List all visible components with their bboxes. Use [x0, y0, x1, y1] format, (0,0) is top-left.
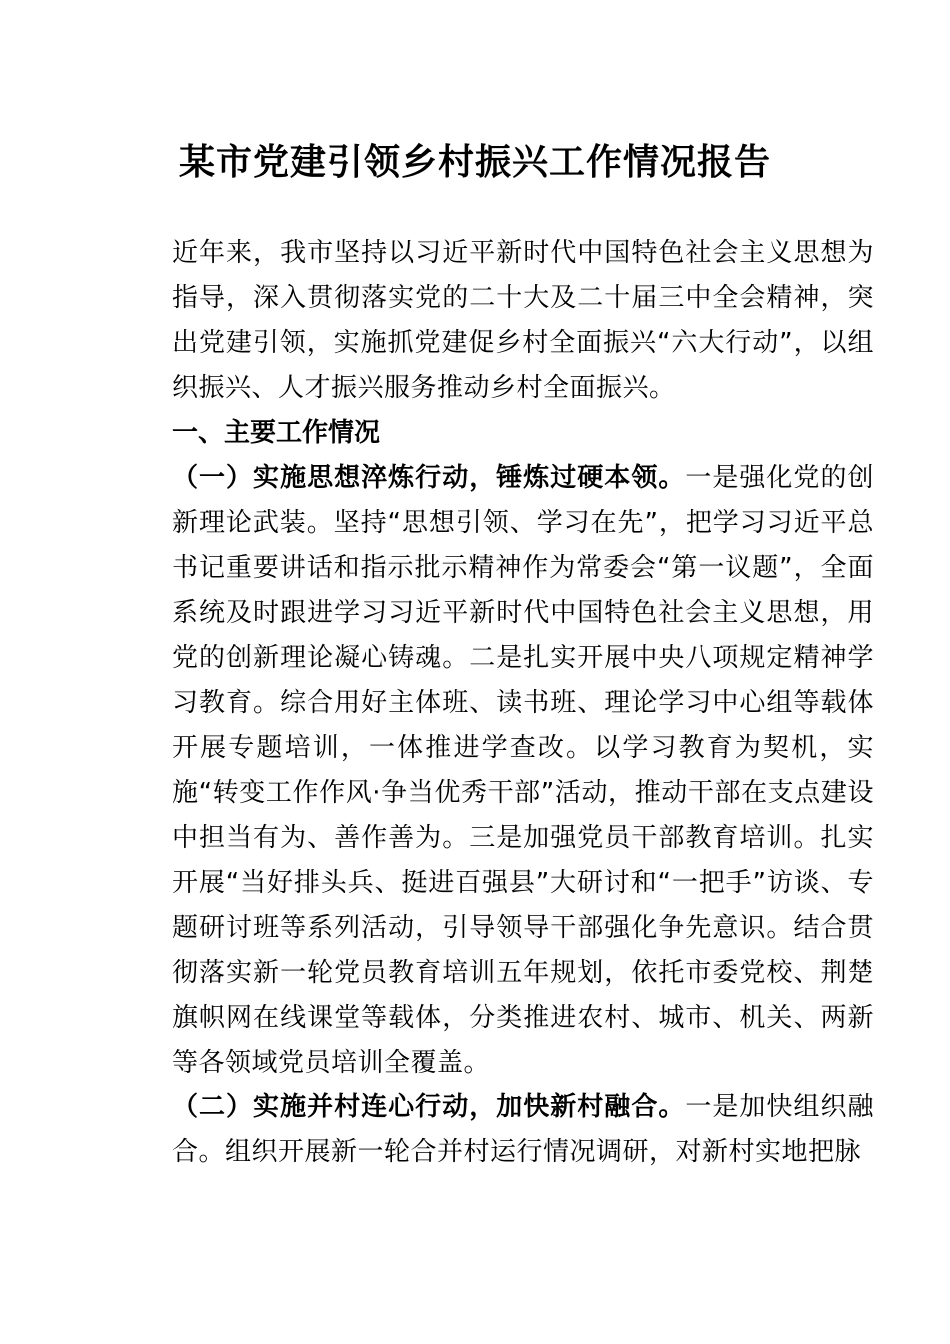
- document-title: 某市党建引领乡村振兴工作情况报告: [178, 141, 771, 183]
- paragraph-item-1: [120, 456, 874, 1086]
- item-2-body: 一是加快组织融合。组织开展新一轮合并村运行情况调研，对新村实地把脉: [172, 1092, 874, 1167]
- item-2-lead: （二）实施并村连心行动，加快新村融合。: [172, 1092, 686, 1122]
- item-1-body: 一是强化党的创新理论武装。坚持“思想引领、学习在先”，把学习习近平总书记重要讲话和指示批示精神作为常委会“第一议题”，全面系统及时跟进学习习近平新时代中国特色社会主义思想，用党的创新理论凝心铸魂。二是扎实开展中央八项规定精神学习教育。综合用好主体班、读书班、理论学习中心组等载体开展专题培训，一体推进学查改。以学习教育为契机，实施“转变工作作风·争当优秀干部”活动，推动干部在支点建设中担当有为、善作善为。三是加强党员干部教育培训。扎实开展“当好排头兵、挺进百强县”大研讨和“一把手”访谈、专题研讨班等系列活动，引导领导干部强化争先意识。结合贯彻落实新一轮党员教育培训五年规划，依托市委党校、荆楚旗帜网在线课堂等载体，分类推进农村、城市、机关、两新等各领域党员培训全覆盖。: [172, 463, 874, 1078]
- paragraph-item-2: [120, 1085, 874, 1175]
- intro-paragraph: 近年来，我市坚持以习近平新时代中国特色社会主义思想为指导，深入贯彻落实党的二十大及二十届三中全会精神，突出党建引领，实施抓党建促乡村全面振兴“六大行动”，以组织振兴、人才振兴服务推动乡村全面振兴。: [172, 238, 874, 403]
- section-heading: 一、主要工作情况: [172, 418, 381, 448]
- item-1-lead: （一）实施思想淬炼行动，锤炼过硬本领。: [172, 463, 686, 493]
